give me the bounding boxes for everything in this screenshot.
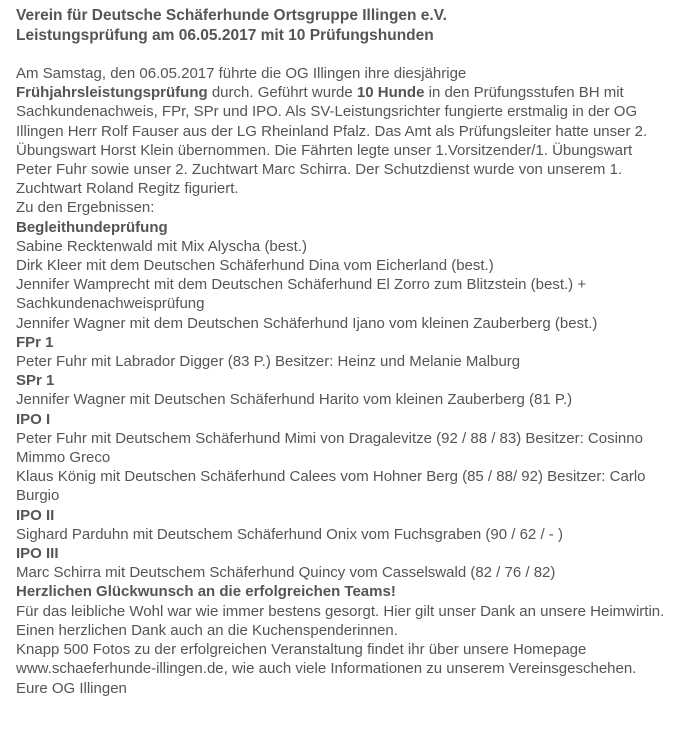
header-title: Verein für Deutsche Schäferhunde Ortsgruppe Illingen e.V. — [16, 7, 447, 24]
intro-text-3: in den Prüfungsstufen BH mit Sachkundenachweis, FPr, SPr und IPO. Als SV-Leistungsrichter fungierte erstmalig in der OG Illingen Herr Rolf Fauser aus der LG Rheinland Pfalz. Das Amt als Prüfungsleiter hatte unser 2. Übungswart Horst Klein übernommen. Die Fährten legte unser 1.Vorsitzender/1. Übungswart Peter Fuhr sowie unser 2. Zuchtwart Marc Schirra. Der Schutzdienst wurde von unserem 1. Zuchtwart Roland Regitz figuriert. — [16, 84, 648, 198]
signature: Eure OG Illingen — [16, 679, 127, 697]
section-heading-spr1: SPr 1 — [16, 372, 55, 390]
article-body — [16, 64, 666, 698]
congratulations-heading: Herzlichen Glückwunsch an die erfolgreichen Teams! — [16, 583, 396, 601]
result-entry: Peter Fuhr mit Labrador Digger (83 P.) Besitzer: Heinz und Melanie Malburg — [16, 353, 521, 371]
result-entry: Marc Schirra mit Deutschem Schäferhund Quincy vom Casselswald (82 / 76 / 82) — [16, 564, 556, 582]
section-heading-ipo2: IPO II — [16, 506, 55, 524]
results-intro: Zu den Ergebnissen: — [16, 199, 155, 217]
result-entry: Jennifer Wamprecht mit dem Deutschen Schäferhund El Zorro zum Blitzstein (best.) + Sachkundenachweisprüfung — [16, 276, 587, 313]
section-heading-ipo1: IPO I — [16, 410, 51, 428]
section-heading-ipo3: IPO III — [16, 545, 59, 563]
result-entry: Jennifer Wagner mit Deutschen Schäferhund Harito vom kleinen Zauberberg (81 P.) — [16, 391, 573, 409]
result-entry: Sighard Parduhn mit Deutschem Schäferhund Onix vom Fuchsgraben (90 / 62 / - ) — [16, 525, 563, 543]
result-entry: Dirk Kleer mit dem Deutschen Schäferhund Dina vom Eicherland (best.) — [16, 257, 494, 275]
intro-text-1: Am Samstag, den 06.05.2017 führte die OG Illingen ihre diesjährige — [16, 65, 467, 82]
document-header — [16, 6, 447, 46]
intro-bold-event: Frühjahrsleistungsprüfung — [16, 84, 208, 102]
intro-bold-count: 10 Hunde — [356, 84, 425, 102]
result-entry: Sabine Recktenwald mit Mix Alyscha (best.) — [16, 237, 307, 255]
section-heading-fpr1: FPr 1 — [16, 333, 54, 351]
section-heading-bh: Begleithundeprüfung — [16, 218, 168, 236]
closing-thanks: Für das leibliche Wohl war wie immer bestens gesorgt. Hier gilt unser Dank an unsere Heimwirtin. Einen herzlichen Dank auch an die Kuchenspenderinnen. — [16, 602, 665, 639]
closing-photos: Knapp 500 Fotos zu der erfolgreichen Veranstaltung findet ihr über unsere Homepage www.schaeferhunde-illingen.de, wie auch viele Informationen zu unserem Vereinsgeschehen. — [16, 641, 637, 678]
intro-text-2: durch. Geführt wurde — [207, 84, 357, 102]
intro-paragraph — [16, 64, 666, 198]
result-entry: Peter Fuhr mit Deutschem Schäferhund Mimi von Dragalevitze (92 / 88 / 83) Besitzer: Cosinno Mimmo Greco — [16, 429, 643, 467]
result-entry: Klaus König mit Deutschen Schäferhund Calees vom Hohner Berg (85 / 88/ 92) Besitzer: Carlo Burgio — [16, 468, 646, 505]
result-entry: Jennifer Wagner mit dem Deutschen Schäferhund Ijano vom kleinen Zauberberg (best.) — [16, 314, 598, 332]
header-subtitle: Leistungsprüfung am 06.05.2017 mit 10 Prüfungshunden — [16, 27, 434, 44]
